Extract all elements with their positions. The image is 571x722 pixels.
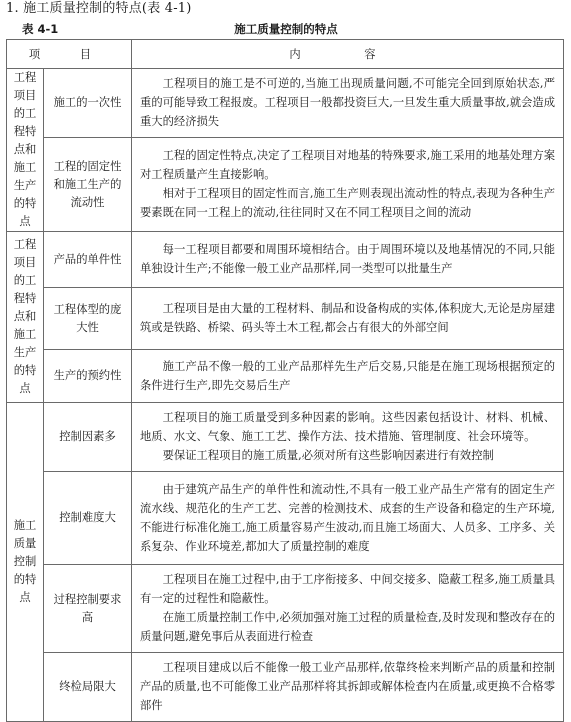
item-cell: 生产的预约性 [44,350,132,403]
table-header-row [7,40,564,69]
table-row [7,232,564,288]
characteristics-table [6,39,564,722]
table-caption [8,20,564,38]
item-cell: 工程的固定性和施工生产的流动性 [44,138,132,232]
table-number: 表 4-1 [22,22,59,36]
item-cell: 控制因素多 [44,403,132,472]
content-cell [132,69,564,138]
item-cell: 施工的一次性 [44,69,132,138]
item-cell: 过程控制要求高 [44,565,132,653]
table-row [7,472,564,565]
table-row [7,350,564,403]
content-paragraph: 每一工程项目都要和周围环境相结合。由于周围环境以及地基情况的不同,只能单独设计生产;不能像一般工业产品那样,同一类型可以批量生产 [140,243,555,275]
content-paragraph: 在施工质量控制工作中,必须加强对施工过程的质量检查,及时发现和整改存在的质量问题,避免事后从表面进行检查 [140,611,555,643]
content-paragraph: 工程项目建成以后不能像一般工业产品那样,依靠终检来判断产品的质量和控制产品的质量,也不可能像工业产品那样将其拆卸或解体检查内在质量,或更换不合格零部件 [140,661,555,712]
content-paragraph: 工程项目的施工质量受到多种因素的影响。这些因素包括设计、材料、机械、地质、水文、气象、施工工艺、操作方法、技术措施、管理制度、社会环境等。 [140,411,555,443]
header-content: 内 容 [132,40,564,69]
content-paragraph: 要保证工程项目的施工质量,必须对所有这些影响因素进行有效控制 [162,449,494,462]
content-paragraph: 施工产品不像一般的工业产品那样先生产后交易,只能是在施工现场根据预定的条件进行生产,即先交易后生产 [140,359,555,392]
content-cell [132,288,564,350]
content-cell [132,653,564,722]
item-cell: 工程体型的庞大性 [44,288,132,350]
category-cell: 工程项目的工程特点和施工生产的特点 [7,69,44,232]
content-paragraph: 由于建筑产品生产的单件性和流动性,不具有一般工业产品生产常有的固定生产流水线、规范化的生产工艺、完善的检测技术、成套的生产设备和稳定的生产环境,不能进行标准化施工,施工质量容易产生波动,而且施工场面大、人员多、工序多、关系复杂、作业环境差,都加大了质量控制的难度 [140,482,555,553]
table-row [7,403,564,472]
content-paragraph: 工程项目在施工过程中,由于工序衔接多、中间交接多、隐蔽工程多,施工质量具有一定的过程性和隐蔽性。 [140,573,555,605]
item-cell: 控制难度大 [44,472,132,565]
content-cell [132,138,564,232]
content-cell [132,232,564,288]
table-row [7,69,564,138]
content-paragraph: 工程项目是由大量的工程材料、制品和设备构成的实体,体积庞大,无论是房屋建筑或是铁路、桥梁、码头等土木工程,都会占有很大的外部空间 [140,302,555,334]
table-row [7,653,564,722]
category-cell: 工程项目的工程特点和施工生产的特点 [7,232,44,403]
item-cell: 终检局限大 [44,653,132,722]
content-paragraph: 相对于工程项目的固定性而言,施工生产则表现出流动性的特点,表现为各种生产要素既在同一工程上的流动,往往同时又在不同工程项目之间的流动 [140,187,555,219]
content-cell [132,565,564,653]
section-heading: 1. 施工质量控制的特点(表 4-1) [6,1,192,16]
item-cell: 产品的单件性 [44,232,132,288]
header-item: 项 目 [7,40,132,69]
content-cell [132,350,564,403]
table-row [7,565,564,653]
table-row [7,138,564,232]
content-cell [132,403,564,472]
category-cell: 施工质量控制的特点 [7,403,44,722]
content-paragraph: 工程的固定性特点,决定了工程项目对地基的特殊要求,施工采用的地基处理方案对工程质量产生直接影响。 [140,149,555,181]
content-cell [132,472,564,565]
table-row [7,288,564,350]
table-title: 施工质量控制的特点 [234,22,338,36]
content-paragraph: 工程项目的施工是不可逆的,当施工出现质量问题,不可能完全回到原始状态,严重的可能导致工程报废。工程项目一般都投资巨大,一旦发生重大质量事故,就会造成重大的经济损失 [140,77,555,128]
